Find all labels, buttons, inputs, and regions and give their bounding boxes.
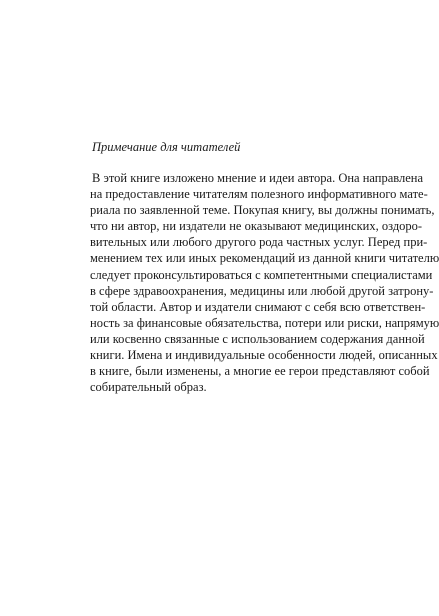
body-line: менением тех или иных рекомендаций из данной книги читателю <box>90 251 439 266</box>
body-line: собирательный образ. <box>90 380 207 395</box>
body-line: В этой книге изложено мнение и идеи автора. Она направлена <box>92 171 424 185</box>
body-line: в книге, были изменены, а многие ее герои представляют собой <box>90 364 430 379</box>
note-title: Примечание для читателей <box>92 140 241 154</box>
body-line: той области. Автор и издатели снимают с себя всю ответствен- <box>90 299 426 314</box>
body-line: вительных или любого другого рода частных услуг. Перед при- <box>90 235 428 250</box>
body-line: в сфере здравоохранения, медицины или любой другой затрону- <box>90 283 434 298</box>
body-line: ность за финансовые обязательства, потери или риски, напрямую <box>90 315 439 330</box>
body-line: книги. Имена и индивидуальные особенности людей, описанных <box>90 348 438 363</box>
body-line: что ни автор, ни издатели не оказывают медицинских, оздоро- <box>90 219 423 234</box>
body-line: следует проконсультироваться с компетентными специалистами <box>90 267 433 282</box>
note-body <box>90 170 439 395</box>
body-line: или косвенно связанные с использованием содержания данной <box>90 331 425 346</box>
body-line: риала по заявленной теме. Покупая книгу, вы должны понимать, <box>90 203 435 218</box>
body-line: на предоставление читателям полезного информативного мате- <box>90 187 428 202</box>
